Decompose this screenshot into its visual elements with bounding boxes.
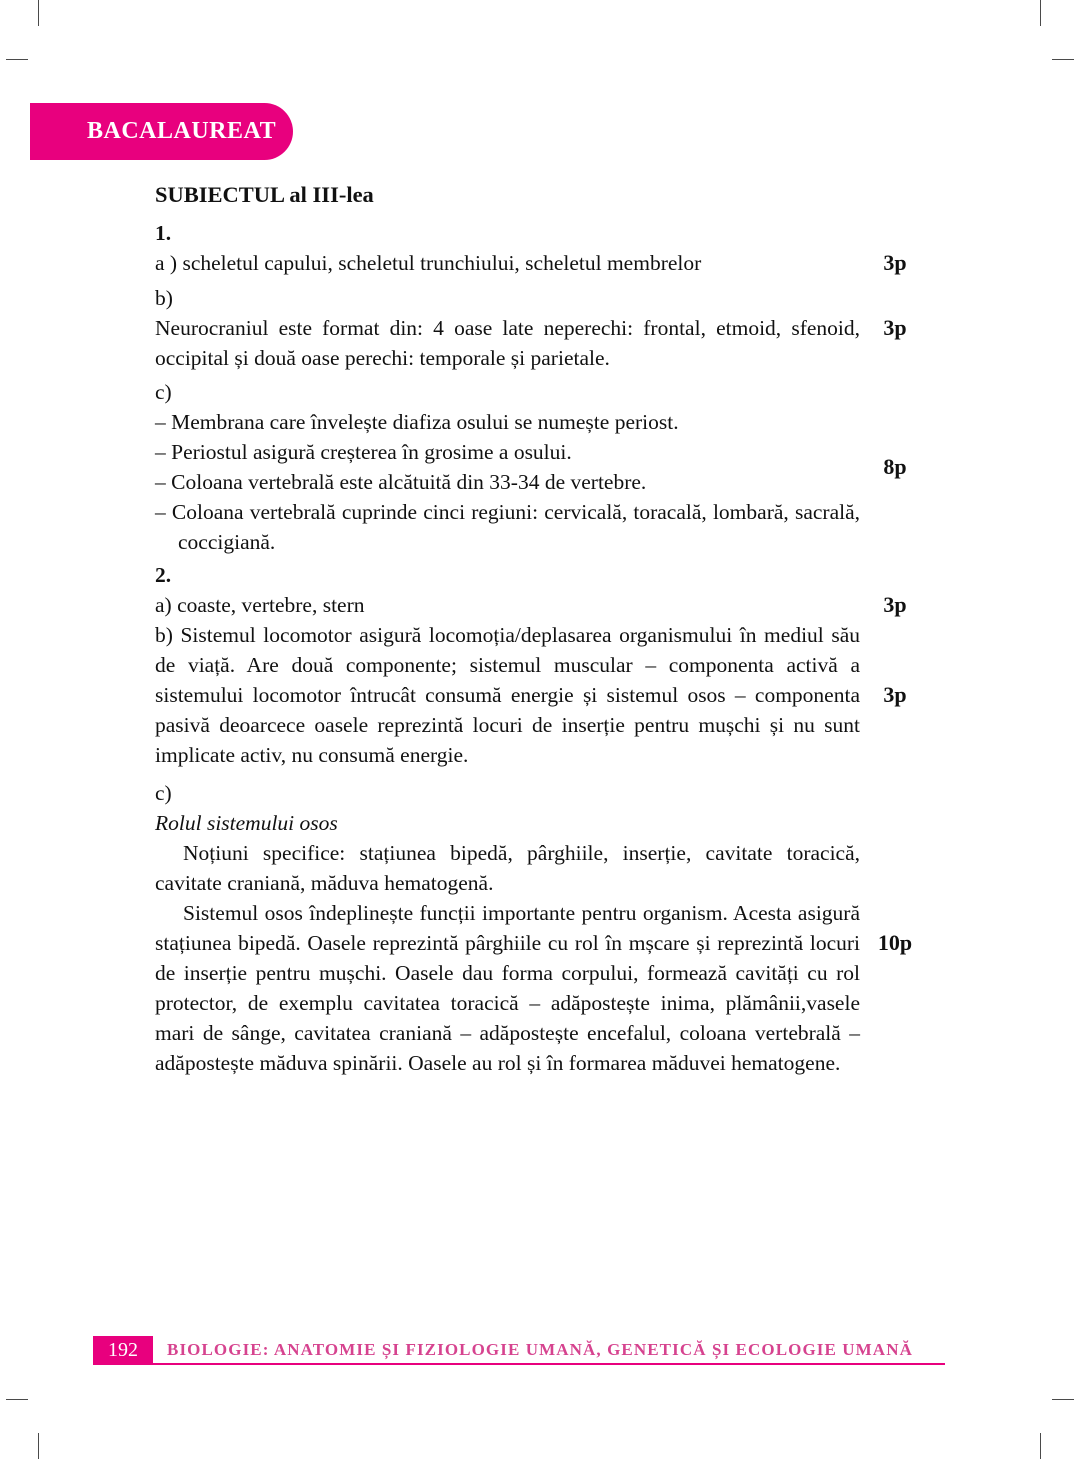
q1-c-label-row [155,377,930,407]
q1-answer-b [155,313,930,373]
q2-number: 2. [155,563,172,587]
q2-b-mark: 3p [883,682,907,707]
crop-mark-bottom-left-vertical [38,1433,39,1459]
crop-mark-bottom-right-horizontal [1052,1399,1074,1400]
q2-c-para1-text: Noțiuni specifice: stațiunea bipedă, pârghiile, inserție, cavitate toracică, cavitate craniană, măduva hematogenă. [155,841,860,895]
q2-c-label-row [155,778,930,808]
q1-a-mark: 3p [883,250,907,275]
q1-c-item-2: – Periostul asigură creșterea în grosime a osului. [155,440,572,464]
crop-mark-bottom-right-vertical [1040,1433,1041,1459]
q2-c-para2-text: Sistemul osos îndeplinește funcții importante pentru organism. Acesta asigură stațiunea bipedă. Oasele reprezintă pârghiile cu rol în mșcare și reprezintă locuri de inserție pentru mușchi. Oasele dau forma corpului, formează cavități cu rol protector, de exemplu cavitatea toracică – adăpostește inima, plămânii,vasele mari de sânge, cavitatea craniană – adăpostește encefalul, coloana vertebrală – adăpostește măduva spinării. Oasele au rol și în formarea măduvei hematogene. [155,901,860,1075]
q1-number: 1. [155,221,172,245]
q2-c-mark: 10p [877,930,913,955]
footer-rule [93,1363,945,1365]
bacalaureat-banner [30,103,293,160]
q1-c-label: c) [155,380,172,404]
q1-answer-a [155,248,930,278]
crop-mark-bottom-left-horizontal [6,1399,28,1400]
q1-c-item-4: – Coloana vertebrală cuprinde cinci regiuni: cervicală, toracală, lombară, sacrală, coccigiană. [155,500,860,554]
crop-mark-top-left-vertical [38,0,39,26]
q1-b-label-row [155,283,930,313]
q2-number-row [155,560,930,590]
footer-page-number-box [93,1336,153,1365]
q2-c-paragraph-1 [155,838,930,898]
q1-b-label: b) [155,286,173,310]
q2-b-text: b) Sistemul locomotor asigură locomoția/deplasarea organismului în mediul său de viață. Are două componente; sistemul muscular – componenta activă a sistemului locomotor întrucât consumă energie și sistemul osos – componenta pasivă deoarcece oasele reprezintă locuri de inserție pentru mușchi și nu sunt implicate activ, nu consumă energie. [155,623,860,767]
q1-c-list [155,407,860,557]
q1-c-mark: 8p [883,454,907,479]
crop-mark-top-right-horizontal [1052,59,1074,60]
q1-answer-c [155,407,930,557]
q2-c-title: Rolul sistemului osos [155,811,338,835]
q2-answer-b [155,620,930,770]
q1-a-text: a ) scheletul capului, scheletul trunchiului, scheletul membrelor [155,251,702,275]
q2-c-label: c) [155,781,172,805]
footer-page-number: 192 [108,1339,138,1361]
q2-c-paragraph-2 [155,898,930,1078]
q2-answer-a [155,590,930,620]
q1-b-mark: 3p [883,315,907,340]
footer-book-title: BIOLOGIE: ANATOMIE ȘI FIZIOLOGIE UMANĂ, GENETICĂ ȘI ECOLOGIE UMANĂ [167,1340,913,1359]
q1-c-item-3: – Coloana vertebrală este alcătuită din 33-34 de vertebre. [155,470,647,494]
q1-number-row [155,218,930,248]
q2-c-title-row [155,808,930,838]
section-heading: SUBIECTUL al III-lea [155,182,374,207]
q2-a-mark: 3p [883,592,907,617]
q1-c-item-1: – Membrana care învelește diafiza osului se numește periost. [155,410,679,434]
q1-b-text: Neurocraniul este format din: 4 oase late neperechi: frontal, etmoid, sfenoid, occipital și două oase perechi: temporale și parietale. [155,316,860,370]
crop-mark-top-left-horizontal [6,59,28,60]
page-content [155,180,930,1078]
banner-label: BACALAUREAT [87,118,277,144]
crop-mark-top-right-vertical [1040,0,1041,26]
q2-a-text: a) coaste, vertebre, stern [155,593,365,617]
